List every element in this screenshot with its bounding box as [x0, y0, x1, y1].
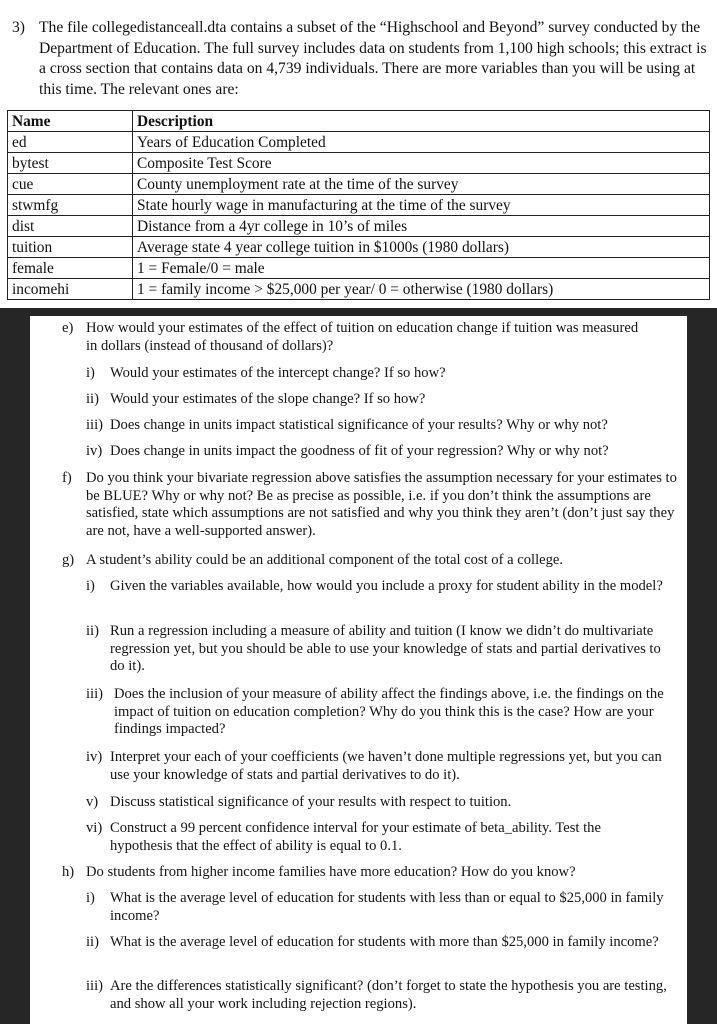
- variable-description: 1 = family income > $25,000 per year/ 0 = otherwise (1980 dollars): [133, 279, 710, 300]
- table-row: [8, 216, 710, 237]
- variable-description: County unemployment rate at the time of the survey: [133, 174, 710, 195]
- question-text: Does change in units impact statistical significance of your results? Why or why not?: [110, 417, 608, 433]
- question-text: Discuss statistical significance of your results with respect to tuition.: [110, 794, 512, 810]
- variable-name: tuition: [8, 237, 133, 258]
- question-text: What is the average level of education for students with less than or equal to $25,000 in family income?: [110, 890, 664, 924]
- variable-description: Years of Education Completed: [133, 132, 710, 153]
- table-row: [8, 237, 710, 258]
- table-row: [8, 153, 710, 174]
- question-text: Does the inclusion of your measure of ability affect the findings above, i.e. the findings on the impact of tuition on education completion? Why do you think this is the case? How are your findings impacted?: [114, 686, 664, 737]
- variable-table: [7, 110, 710, 300]
- question-label: iv): [86, 749, 103, 765]
- question-label: iii): [86, 417, 104, 433]
- question-text: How would your estimates of the effect of tuition on education change if tuition was measured in dollars (instead of thousand of dollars)?: [86, 320, 639, 354]
- question-label: ii): [86, 391, 99, 407]
- variable-description: Composite Test Score: [133, 153, 710, 174]
- question-text: Do students from higher income families have more education? How do you know?: [86, 864, 576, 880]
- question-text: Given the variables available, how would you include a proxy for student ability in the model?: [110, 578, 663, 594]
- question-text: Are the differences statistically significant? (don’t forget to state the hypothesis you are testing, and show all your work including rejection regions).: [110, 978, 667, 1012]
- intro-paragraph: The file collegedistanceall.dta contains a subset of the “Highschool and Beyond” survey conducted by the Department of Education. The full survey includes data on students from 1,100 high schools; this extract is a cross section that contains data on 4,739 individuals. There are more variables than you will be using at this time. The relevant ones are:: [39, 19, 707, 98]
- table-header-name: Name: [8, 111, 133, 132]
- variable-name: incomehi: [8, 279, 133, 300]
- question-text: Would your estimates of the intercept change? If so how?: [110, 365, 446, 381]
- table-row: [8, 258, 710, 279]
- variable-name: ed: [8, 132, 133, 153]
- question-label: g): [62, 552, 75, 568]
- question-label: iv): [86, 443, 103, 459]
- variable-name: stwmfg: [8, 195, 133, 216]
- question-label: ii): [86, 934, 99, 950]
- variable-description: Average state 4 year college tuition in $1000s (1980 dollars): [133, 237, 710, 258]
- question-text: A student’s ability could be an additional component of the total cost of a college.: [86, 552, 564, 568]
- variable-name: female: [8, 258, 133, 279]
- variable-description: State hourly wage in manufacturing at the time of the survey: [133, 195, 710, 216]
- question-text: Construct a 99 percent confidence interval for your estimate of beta_ability. Test the hypothesis that the effect of ability is equal to 0.1.: [110, 820, 601, 854]
- table-row: [8, 279, 710, 300]
- question-text: Interpret your each of your coefficients (we haven’t done multiple regressions yet, but you can use your knowledge of stats and partial derivatives to do it).: [110, 749, 662, 783]
- question-label: i): [86, 365, 95, 381]
- table-row: [8, 195, 710, 216]
- variable-name: cue: [8, 174, 133, 195]
- question-text: Run a regression including a measure of ability and tuition (I know we didn’t do multivariate regression yet, but you should be able to use your knowledge of stats and partial derivatives to do it).: [110, 623, 661, 674]
- table-header-row: [8, 111, 710, 132]
- question-label: h): [62, 864, 75, 880]
- question-label: e): [62, 320, 74, 336]
- question-label: f): [62, 470, 72, 486]
- question-header-section: [0, 0, 717, 308]
- question-label: v): [86, 794, 99, 810]
- variable-name: dist: [8, 216, 133, 237]
- table-row: [8, 132, 710, 153]
- variable-description: Distance from a 4yr college in 10’s of miles: [133, 216, 710, 237]
- question-text: Do you think your bivariate regression above satisfies the assumption necessary for your estimates to be BLUE? Why or why not? Be as precise as possible, i.e. if you don’t think the assumptions are satisfied, state which assumptions are not satisfied and why you think they aren’t (don’t just say they are not, have a well-supported answer).: [86, 470, 677, 539]
- question-text: What is the average level of education for students with more than $25,000 in family income?: [110, 934, 659, 950]
- variable-description: 1 = Female/0 = male: [133, 258, 710, 279]
- question-label: iii): [86, 686, 104, 702]
- table-row: [8, 174, 710, 195]
- question-label: i): [86, 890, 95, 906]
- question-label: vi): [86, 820, 103, 836]
- question-text: Would your estimates of the slope change? If so how?: [110, 391, 426, 407]
- question-number: 3): [12, 19, 25, 36]
- question-text: Does change in units impact the goodness of fit of your regression? Why or why not?: [110, 443, 609, 459]
- question-label: i): [86, 578, 95, 594]
- variable-name: bytest: [8, 153, 133, 174]
- question-label: ii): [86, 623, 99, 639]
- question-label: iii): [86, 978, 104, 994]
- table-header-description: Description: [133, 111, 710, 132]
- questions-sheet: [30, 316, 687, 1024]
